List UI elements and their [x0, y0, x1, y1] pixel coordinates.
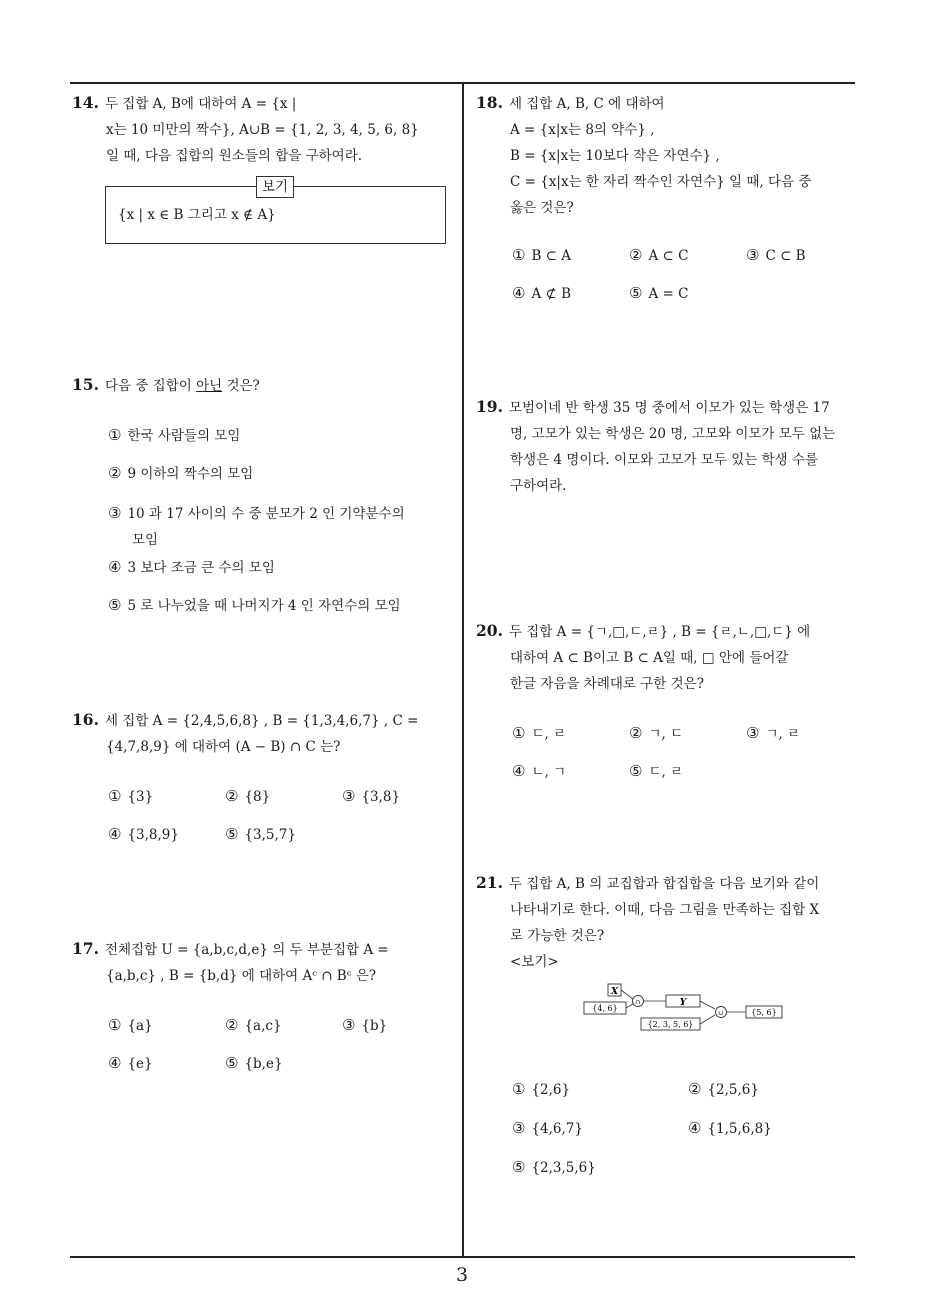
question-text-underlined: 아닌 [196, 378, 223, 394]
choice-marker: ① [512, 1080, 526, 1098]
choice-text: 10 과 17 사이의 수 중 분모가 2 인 기약분수의 [127, 506, 405, 522]
question-number: 16. [72, 710, 99, 729]
question-text-line: x는 10 미만의 짝수}, A∪B = {1, 2, 3, 4, 5, 6, 8} [106, 122, 419, 138]
question-text-line: 구하여라. [510, 478, 567, 494]
question-text-line: {a,b,c} , B = {b,d} 에 대하여 Aᶜ ∩ Bᶜ 은? [106, 968, 376, 984]
choice-5[interactable] [225, 1054, 283, 1072]
choice-text: {2,6} [531, 1082, 571, 1098]
question-14 [72, 90, 456, 169]
choice-text: ㄴ, ㄱ [531, 764, 567, 780]
question-18 [476, 90, 860, 221]
choice-marker: ③ [746, 724, 760, 742]
choice-marker: ④ [512, 762, 526, 780]
choice-marker: ① [108, 1016, 122, 1034]
choice-marker: ① [512, 246, 526, 264]
choice-marker: ① [108, 787, 122, 805]
question-text-line: 세 집합 A = {2,4,5,6,8} , B = {1,3,4,6,7} , C = [104, 713, 419, 729]
choice-text: {2,3,5,6} [531, 1160, 596, 1176]
choice-marker: ④ [512, 284, 526, 302]
question-text-line: {4,7,8,9} 에 대하여 (A − B) ∩ C 는? [106, 739, 341, 755]
choice-marker: ② [629, 724, 643, 742]
question-21 [476, 870, 860, 975]
left-column [72, 90, 456, 1250]
choice-marker: ④ [108, 558, 122, 576]
question-text-line: 대하여 A ⊂ B이고 B ⊂ A일 때, □ 안에 들어갈 [510, 650, 789, 666]
question-16 [72, 707, 456, 760]
choice-3[interactable] [512, 1119, 583, 1137]
choice-3[interactable] [108, 500, 405, 553]
question-text-line: 세 집합 A, B, C 에 대하여 [508, 96, 665, 112]
choice-4[interactable] [108, 556, 275, 576]
choice-1[interactable] [108, 1016, 153, 1034]
choice-marker: ② [225, 1016, 239, 1034]
right-column [476, 90, 860, 1250]
choice-text: {b} [361, 1018, 388, 1034]
choice-text: {b,e} [244, 1056, 283, 1072]
choice-1[interactable] [512, 722, 566, 742]
choice-text: {3,8,9} [127, 827, 179, 843]
choice-marker: ⑤ [629, 762, 643, 780]
question-text-line: 옳은 것은? [510, 200, 574, 216]
choice-marker: ③ [512, 1119, 526, 1137]
output-set: {5, 6} [751, 1008, 777, 1017]
choice-marker: ③ [746, 246, 760, 264]
question-number: 19. [476, 397, 503, 416]
choice-text: ㄷ, ㄹ [648, 764, 684, 780]
x-label: X [610, 986, 619, 997]
choice-4[interactable] [108, 825, 179, 843]
choice-3[interactable] [746, 246, 806, 264]
choice-marker: ② [629, 246, 643, 264]
choice-text: {e} [127, 1056, 153, 1072]
column-divider [462, 82, 464, 1257]
choice-3[interactable] [342, 787, 400, 805]
choice-1[interactable] [108, 424, 240, 444]
question-text-line: B = {x|x는 10보다 작은 자연수} , [510, 148, 720, 164]
choice-marker: ③ [342, 787, 356, 805]
choice-2[interactable] [225, 1016, 282, 1034]
question-20 [476, 618, 860, 697]
question-19 [476, 394, 860, 499]
choice-5[interactable] [629, 760, 683, 780]
question-15 [72, 372, 456, 399]
choice-4[interactable] [512, 760, 566, 780]
choice-1[interactable] [108, 787, 153, 805]
question-text-line: 두 집합 A, B 의 교집합과 합집합을 다음 보기와 같이 [508, 876, 820, 892]
intersection-symbol: ∩ [635, 998, 641, 1006]
choice-text: {1,5,6,8} [707, 1121, 772, 1137]
choice-text: ㄷ, ㄹ [531, 726, 567, 742]
choice-text: {a,c} [244, 1018, 282, 1034]
choice-5[interactable] [225, 825, 296, 843]
choice-marker: ① [108, 426, 122, 444]
bottom-rule [70, 1256, 855, 1258]
choice-2[interactable] [108, 462, 253, 482]
choice-4[interactable] [512, 284, 571, 302]
union-symbol: ∪ [718, 1009, 724, 1017]
choice-2[interactable] [688, 1080, 759, 1098]
choice-text-continued: 모임 [132, 532, 159, 548]
question-text-line: <보기> [510, 954, 559, 970]
choice-3[interactable] [746, 722, 800, 742]
choice-text: ㄱ, ㄷ [648, 726, 684, 742]
choice-marker: ③ [342, 1016, 356, 1034]
choice-text: A = C [648, 286, 689, 302]
choice-2[interactable] [225, 787, 270, 805]
question-number: 17. [72, 939, 99, 958]
choice-text: ㄱ, ㄹ [765, 726, 801, 742]
choice-5[interactable] [629, 284, 688, 302]
input-set-1: {4, 6} [592, 1004, 618, 1013]
question-text-line: C = {x|x는 한 자리 짝수인 자연수} 일 때, 다음 중 [510, 174, 812, 190]
choice-text: 9 이하의 짝수의 모임 [127, 466, 254, 482]
choice-marker: ⑤ [108, 596, 122, 614]
question-text-line: A = {x|x는 8의 약수} , [510, 122, 655, 138]
question-text-line: 한글 자음을 차례대로 구한 것은? [510, 676, 704, 692]
choice-text: {2,5,6} [707, 1082, 759, 1098]
choice-marker: ④ [108, 1054, 122, 1072]
choice-marker: ⑤ [225, 825, 239, 843]
question-number: 18. [476, 93, 503, 112]
example-box-content: {x | x ∈ B 그리고 x ∉ A} [118, 207, 276, 223]
question-text: 다음 중 집합이 [104, 378, 197, 394]
question-text-line: 로 가능한 것은? [510, 928, 605, 944]
choice-text: {3,8} [361, 789, 401, 805]
choice-marker: ⑤ [512, 1158, 526, 1176]
question-text: 것은? [222, 378, 260, 394]
question-text-line: 일 때, 다음 집합의 원소들의 합을 구하여라. [106, 148, 363, 164]
set-operation-diagram [580, 980, 790, 1036]
choice-2[interactable] [629, 722, 683, 742]
question-text-line: 전체집합 U = {a,b,c,d,e} 의 두 부분집합 A = [104, 942, 389, 958]
question-number: 20. [476, 621, 503, 640]
choice-text: {3,5,7} [244, 827, 296, 843]
choice-text: {4,6,7} [531, 1121, 583, 1137]
choice-marker: ② [108, 464, 122, 482]
choice-text: 3 보다 조금 큰 수의 모임 [127, 560, 275, 576]
choice-text: {3} [127, 789, 154, 805]
choice-1[interactable] [512, 1080, 570, 1098]
choice-marker: ④ [688, 1119, 702, 1137]
choice-marker: ② [225, 787, 239, 805]
choice-1[interactable] [512, 246, 571, 264]
choice-marker: ② [688, 1080, 702, 1098]
question-text-line: 나타내기로 한다. 이때, 다음 그림을 만족하는 집합 X [510, 902, 820, 918]
question-text-line: 모범이네 반 학생 35 명 중에서 이모가 있는 학생은 17 [508, 400, 830, 416]
question-17 [72, 936, 456, 989]
question-number: 14. [72, 93, 99, 112]
choice-text: C ⊂ B [765, 248, 806, 264]
choice-marker: ① [512, 724, 526, 742]
choice-text: A ⊄ B [531, 286, 572, 302]
choice-text: A ⊂ C [648, 248, 689, 264]
choice-text: B ⊂ A [531, 248, 572, 264]
choice-marker: ⑤ [225, 1054, 239, 1072]
question-number: 21. [476, 873, 503, 892]
question-text-line: 두 집합 A = {ㄱ,□,ㄷ,ㄹ} , B = {ㄹ,ㄴ,□,ㄷ} 에 [508, 624, 811, 640]
choice-marker: ③ [108, 504, 122, 522]
page-number: 3 [456, 1264, 469, 1286]
input-set-2: {2, 3, 5, 6} [647, 1020, 694, 1029]
choice-marker: ④ [108, 825, 122, 843]
y-label: Y [679, 997, 687, 1008]
choice-marker: ⑤ [629, 284, 643, 302]
choice-text: 5 로 나누었을 때 나머지가 4 인 자연수의 모임 [127, 598, 401, 614]
choice-5[interactable] [512, 1158, 596, 1176]
choice-text: {8} [244, 789, 271, 805]
choice-3[interactable] [342, 1016, 387, 1034]
choice-5[interactable] [108, 594, 401, 614]
choice-4[interactable] [108, 1054, 153, 1072]
question-text-line: 두 집합 A, B에 대하여 A = {x | [104, 96, 297, 112]
choice-4[interactable] [688, 1119, 772, 1137]
example-box-title: 보기 [256, 176, 294, 198]
question-text-line: 명, 고모가 있는 학생은 20 명, 고모와 이모가 모두 없는 [510, 426, 836, 442]
choice-text: {a} [127, 1018, 153, 1034]
question-number: 15. [72, 375, 99, 394]
choice-2[interactable] [629, 246, 688, 264]
question-text-line: 학생은 4 명이다. 이모와 고모가 모두 있는 학생 수를 [510, 452, 819, 468]
choice-text: 한국 사람들의 모임 [127, 428, 241, 444]
